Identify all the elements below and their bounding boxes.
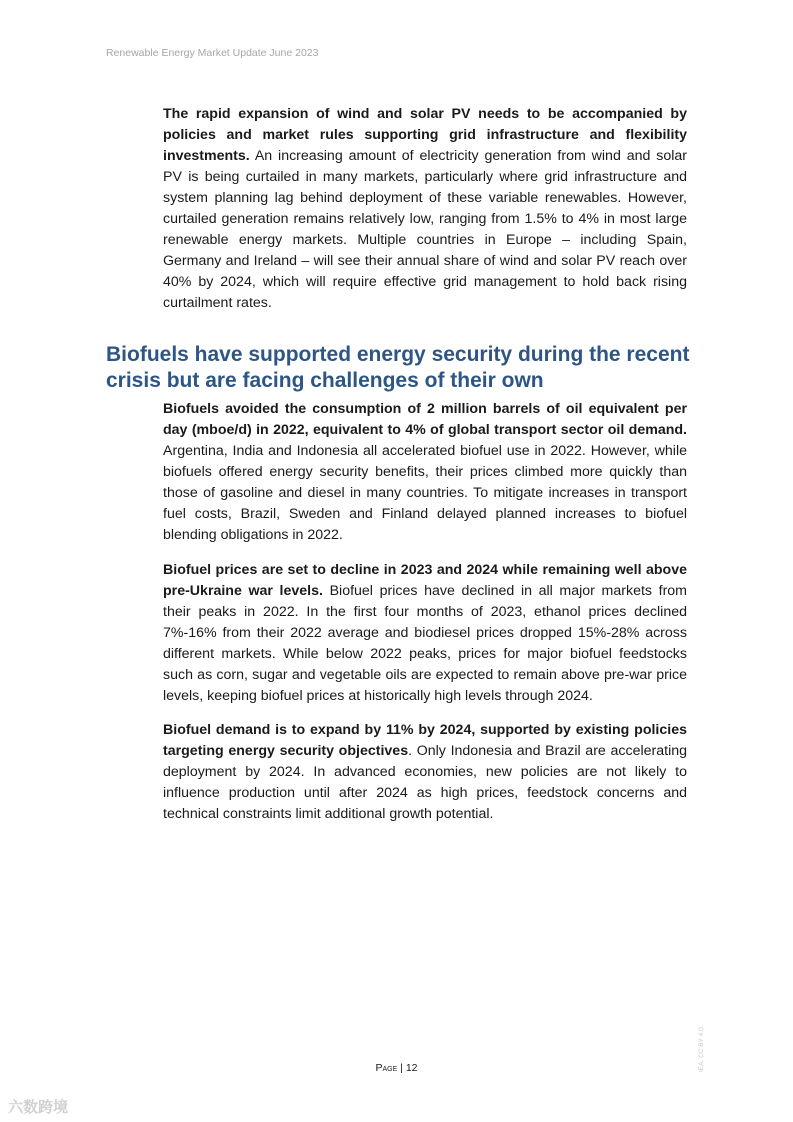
paragraph-biofuels-avoided bbox=[163, 399, 687, 546]
paragraph-lead: Biofuel prices are set to decline in 2023 and 2024 while remaining well above pre-Ukraine war levels. bbox=[163, 562, 687, 599]
paragraph-body: An increasing amount of electricity generation from wind and solar PV is being curtailed in many markets, particularly where grid infrastructure and system planning lag behind deployment of these variable renewables. However, curtailed generation remains relatively low, ranging from 1.5% to 4% in most large renewable energy markets. Multiple countries in Europe – including Spain, Germany and Ireland – will see their annual share of wind and solar PV reach over 40% by 2024, which will require effective grid management to hold back rising curtailment rates. bbox=[163, 148, 687, 311]
page-label: Page bbox=[375, 1062, 398, 1074]
watermark: 六数跨境 bbox=[8, 1099, 69, 1116]
page-footer: Page | 12 bbox=[375, 1062, 418, 1074]
paragraph-lead: Biofuels avoided the consumption of 2 million barrels of oil equivalent per day (mboe/d) in 2022, equivalent to 4% of global transport sector oil demand. bbox=[163, 401, 687, 438]
paragraph-body: Argentina, India and Indonesia all accelerated biofuel use in 2022. However, while biofuels offered energy security benefits, their prices climbed more quickly than those of gasoline and diesel in many countries. To mitigate increases in transport fuel costs, Brazil, Sweden and Finland delayed planned increases to biofuel blending obligations in 2022. bbox=[163, 443, 687, 543]
paragraph-biofuel-prices bbox=[163, 560, 687, 707]
running-header: Renewable Energy Market Update June 2023 bbox=[106, 47, 319, 59]
license-note: IEA. CC BY 4.0. bbox=[698, 1025, 705, 1072]
paragraph-body: Biofuel prices have declined in all major markets from their peaks in 2022. In the first four months of 2023, ethanol prices declined 7%-16% from their 2022 average and biodiesel prices dropped 15%-28% across different markets. While below 2022 peaks, prices for major biofuel feedstocks such as corn, sugar and vegetable oils are expected to remain above pre-war price levels, keeping biofuel prices at historically high levels through 2024. bbox=[163, 583, 687, 704]
paragraph-grid-curtailment bbox=[163, 104, 687, 314]
page-number: 12 bbox=[405, 1062, 418, 1074]
section-heading: Biofuels have supported energy security during the recent crisis but are facing challenges of their own bbox=[106, 343, 690, 392]
paragraph-lead: Biofuel demand is to expand by 11% by 2024, supported by existing policies targeting energy security objectives bbox=[163, 722, 687, 759]
paragraph-body: . Only Indonesia and Brazil are accelerating deployment by 2024. In advanced economies, new policies are not likely to influence production until after 2024 as high prices, feedstock concerns and technical constraints limit additional growth potential. bbox=[163, 743, 687, 822]
paragraph-lead: The rapid expansion of wind and solar PV needs to be accompanied by policies and market rules supporting grid infrastructure and flexibility investments. bbox=[163, 106, 687, 164]
paragraph-biofuel-demand bbox=[163, 720, 687, 825]
